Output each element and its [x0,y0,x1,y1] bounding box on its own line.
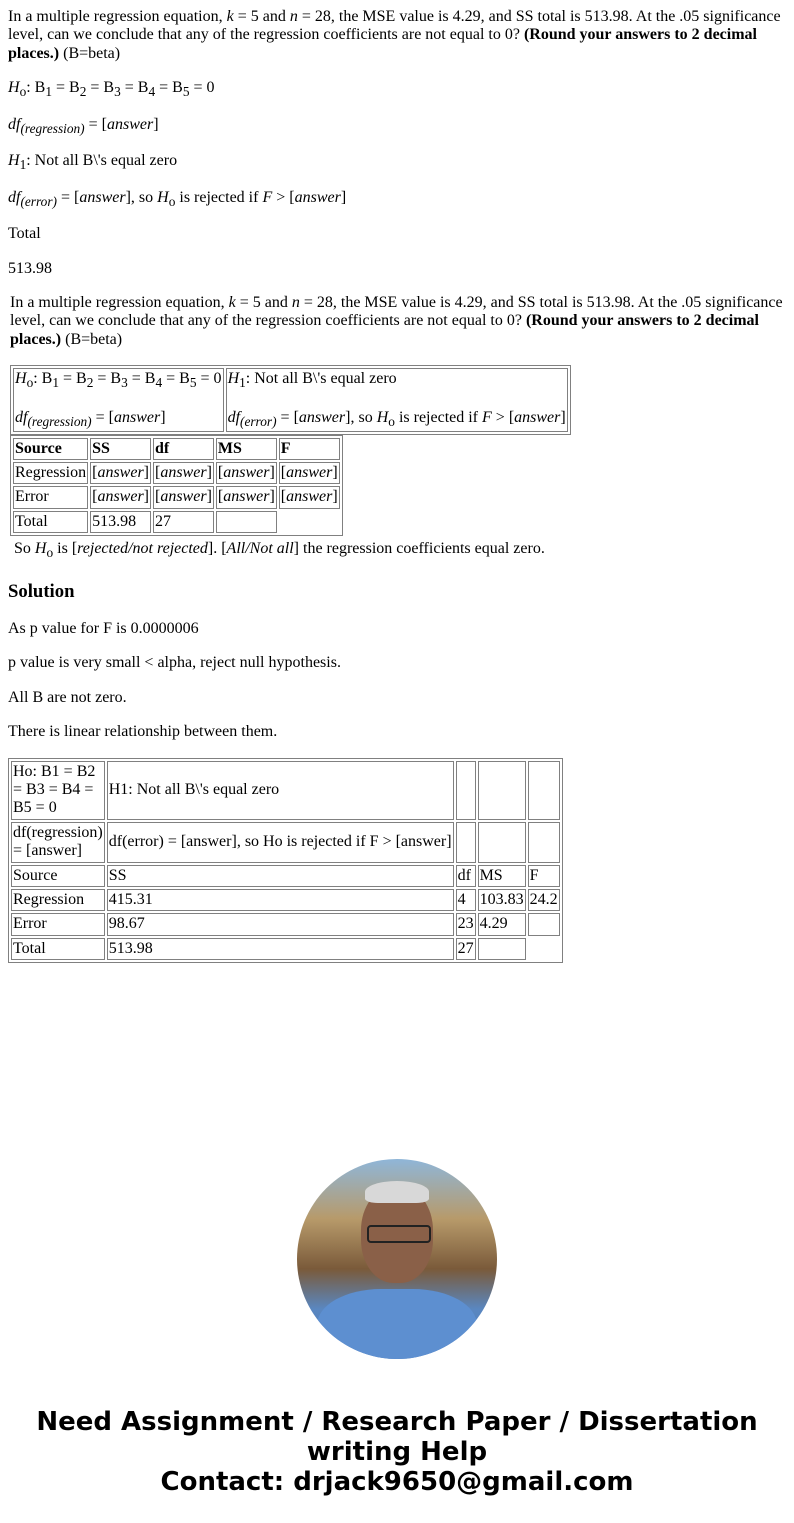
table-header-row: Source SS df MS F [11,865,560,887]
question-text-repeat: In a multiple regression equation, k = 5 and n = 28, the MSE value is 4.29, and SS total is 513.98. At the .05 significance level, can we conclude that any of the regression coefficients are not equal to 0? (Round your answers to 2 decimal places.) (B=beta) [10,293,783,348]
alt-hypothesis: $H_1$: Not all B\'s equal zero [8,152,178,173]
hypothesis-table [10,365,571,434]
total-value: 513.98 [8,259,52,277]
question-text: In a multiple regression equation, k = 5 and n = 28, the MSE value is 4.29, and SS total is 513.98. At the .05 significance level, can we conclude that any of the regression coefficients are not equal to 0? (Round your answers to 2 decimal places.) (B=beta) [8,8,781,62]
solution-line: p value is very small < alpha, reject null hypothesis. [8,654,341,672]
table-row: Regression 415.31 4 103.83 24.2 [11,889,560,911]
question-box [10,294,784,561]
anova-blank-table [10,435,343,537]
solution-line: As p value for F is 0.0000006 [8,620,199,638]
answer-table [8,758,563,964]
question-top [8,8,786,278]
table-row: Total 513.98 27 [11,938,560,960]
conclusion-text: So $H_o$ is [rejected/not rejected]. [All/Not all] the regression coefficients equal zero. [14,540,545,561]
promo-banner [8,1407,786,1497]
table-row: Error [answer] [answer] [answer] [answer] [13,486,340,508]
promo-contact: Contact: drjack9650@gmail.com [160,1467,634,1498]
null-hypothesis: $H_o$: $B_1 = B_2 = B_3 = B_4 = B_5 = 0$ [8,79,215,100]
solution-heading: Solution [8,580,75,602]
table-header-row: Source SS df MS F [13,438,340,460]
author-photo [297,1159,497,1359]
h1-cell: $H_1$: Not all B\'s equal zero $df_{(error)}$ = [answer], so $H_o$ is rejected if F > [answer] [226,368,568,431]
table-row: df(regression) = [answer] df(error) = [answer], so Ho is rejected if F > [answer] [11,822,560,863]
table-row: Total 513.98 27 [13,511,340,533]
total-label: Total [8,225,41,243]
df-regression: $df_{(regression)}$ = [answer] [8,115,159,136]
solution-line: All B are not zero. [8,688,127,706]
table-row: Ho: B1 = B2 = B3 = B4 = B5 = 0 H1: Not all B\'s equal zero [11,761,560,820]
df-error: $df_{(error)}$ = [answer], so $H_o$ is rejected if F > [answer] [8,188,347,209]
promo-line: Need Assignment / Research Paper / Dissertation writing Help [36,1407,758,1468]
table-row: Error 98.67 23 4.29 [11,913,560,935]
h0-cell: $H_o$: $B_1 = B_2 = B_3 = B_4 = B_5 = 0$ $df_{(regression)}$ = [answer] [13,368,224,431]
solution-line: There is linear relationship between them. [8,723,278,741]
table-row: Regression [answer] [answer] [answer] [answer] [13,462,340,484]
